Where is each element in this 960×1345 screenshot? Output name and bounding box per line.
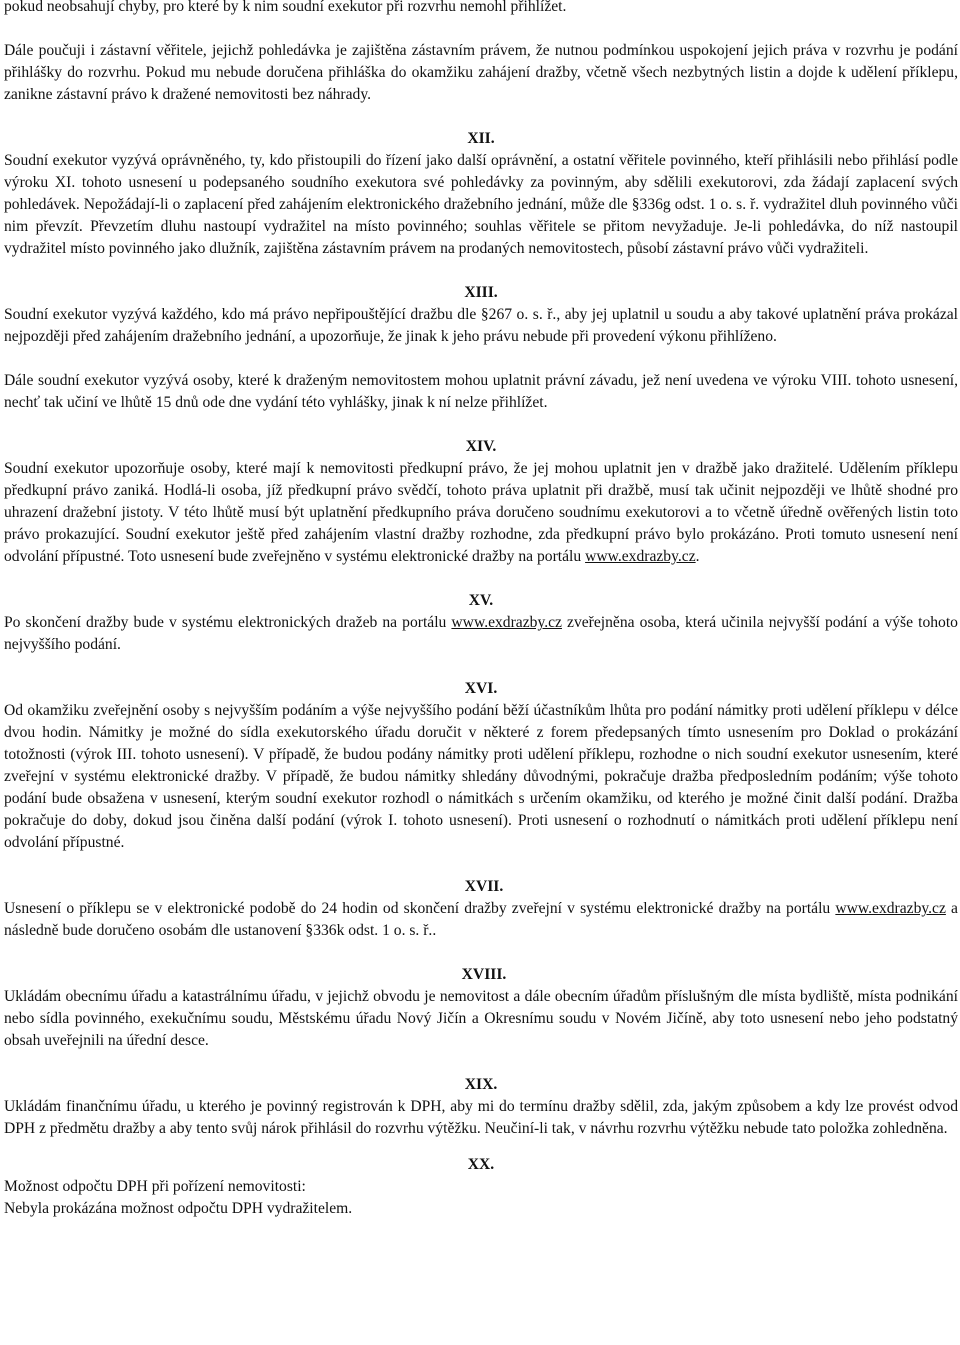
section-xvii-text-before: Usnesení o příklepu se v elektronické podobě do 24 hodin od skončení dražby zveřejní v systému elektronické dražby na portálu	[4, 900, 836, 917]
section-heading-xix: XIX.	[464, 1076, 498, 1093]
section-heading-xx: XX.	[467, 1156, 495, 1173]
section-heading-xviii: XVIII.	[461, 966, 507, 983]
section-xiv-text-after: .	[695, 548, 700, 565]
section-heading-xvii: XVII.	[464, 878, 504, 895]
section-xiv-text-before: Soudní exekutor upozorňuje osoby, které mají k nemovitosti předkupní právo, že jej mohou uplatnit jen v dražbě jako dražitelé. Udělením příklepu předkupní právo zaniká. Hodlá-li osoba, jíž předkupní právo svědčí, tohoto práva uplatnit při dražbě, musí tak učinit nejpozději ve lhůtě shodné pro uhrazení dražební jistoty. V této lhůtě musí být uplatnění předkupního práva doručeno soudnímu exekutorovi a to včetně úředně ověřených listin toto právo prokazující. Soudní exekutor ještě před zahájením vlastní dražby rozhodne, zda předkupní právo bylo prokázáno. Proti tomuto usnesení není odvolání přípustné. Toto usnesení bude zveřejněno v systému elektronické dražby na portálu	[4, 460, 958, 565]
section-xviii-text: Ukládám obecnímu úřadu a katastrálnímu úřadu, v jejichž obvodu je nemovitost a dále obecním úřadům příslušným dle místa bydliště, místa podnikání nebo sídla povinného, exekučnímu soudu, Městskému úřadu Nový Jičín a Okresnímu soudu v Novém Jičíně, aby toto usnesení nebo jeho podstatný obsah uveřejnili na úřední desce.	[4, 988, 958, 1049]
section-xix-text: Ukládám finančnímu úřadu, u kterého je povinný registrován k DPH, aby mi do termínu dražby sdělil, zda, jakým způsobem a kdy lze provést odvod DPH z předmětu dražby a aby tento svůj nárok přihlásil do rozvrhu výtěžku. Neučiní-li tak, v návrhu rozvrhu výtěžku nebude tato položka zohledněna.	[4, 1098, 958, 1137]
section-xv-text-after: zveřejněna osoba, která učinila nejvyšší podání a výše tohoto nejvyššího podání.	[4, 614, 958, 653]
section-xiii-text-2: Dále soudní exekutor vyzývá osoby, které k draženým nemovitostem mohou uplatnit právní závadu, jež není uvedena ve výroku VIII. tohoto usnesení, nechť tak učiní ve lhůtě 15 dnů ode dne vydání této vyhlášky, jinak k ní nelze přihlížet.	[4, 372, 958, 411]
section-xx-line-1: Možnost odpočtu DPH při pořízení nemovitosti:	[4, 1178, 306, 1195]
intro-paragraph-1: pokud neobsahují chyby, pro které by k nim soudní exekutor při rozvrhu nemohl přihlížet.	[4, 0, 567, 15]
section-xv-text	[4, 612, 958, 656]
exdrazby-link[interactable]: www.exdrazby.cz	[451, 614, 562, 631]
section-xvii-text-after: a následně bude doručeno osobám dle ustanovení §336k odst. 1 o. s. ř..	[4, 900, 958, 939]
exdrazby-link[interactable]: www.exdrazby.cz	[585, 548, 696, 565]
section-heading-xiii: XIII.	[464, 284, 498, 301]
section-xii-text: Soudní exekutor vyzývá oprávněného, ty, kdo přistoupili do řízení jako další oprávnění, a ostatní věřitele povinného, kteří přihlásili nebo přihlásí podle výroku XI. tohoto usnesení u podepsaného soudního exekutora své pohledávky za povinným, aby sdělili exekutorovi, zda žádají zaplacení svých pohledávek. Nepožádají-li o zaplacení před zahájením elektronického dražebního jednání, může dle §336g odst. 1 o. s. ř. vydražitel dluh povinného vůči nim převzít. Převzetím dluhu nastoupí vydražitel na místo povinného; souhlas věřitele se přitom nevyžaduje. Je-li pohledávka, do níž nastoupil vydražitel místo povinného jako dlužník, zajištěna zástavním právem na prodaných nemovitostech, působí zástavní právo vůči vydražiteli.	[4, 152, 958, 257]
section-heading-xv: XV.	[468, 592, 494, 609]
section-xx-line-2: Nebyla prokázána možnost odpočtu DPH vydražitelem.	[4, 1200, 353, 1217]
section-heading-xii: XII.	[467, 130, 495, 147]
document-page	[4, 0, 958, 1220]
section-heading-xiv: XIV.	[465, 438, 497, 455]
exdrazby-link[interactable]: www.exdrazby.cz	[835, 900, 946, 917]
section-xv-text-before: Po skončení dražby bude v systému elektronických dražeb na portálu	[4, 614, 452, 631]
section-xvii-text	[4, 898, 958, 942]
section-xvi-text: Od okamžiku zveřejnění osoby s nejvyšším podáním a výše nejvyššího podání běží účastníkům lhůta pro podání námitky proti udělení příklepu v délce dvou hodin. Námitky je možné do sídla exekutorského úřadu doručit v některé z forem předepsaných tímto usnesením pro Doklad o prokázání totožnosti (výrok III. tohoto usnesení). V případě, že budou podány námitky proti udělení příklepu, rozhodne o nich soudní exekutor usnesením, které zveřejní v systému elektronické dražby. V případě, že budou námitky shledány důvodnými, pokračuje dražba předposledním podáním; výše tohoto podání bude obsažena v usnesení, kterým soudní exekutor rozhodl o námitkách s určením okamžiku, od kterého je možné činit další podání. Dražba pokračuje do doby, dokud jsou činěna další podání (výrok I. tohoto usnesení). Proti usnesení o rozhodnutí o námitkách proti udělení příklepu není odvolání přípustné.	[4, 702, 958, 851]
section-xiii-text-1: Soudní exekutor vyzývá každého, kdo má právo nepřipouštějící dražbu dle §267 o. s. ř., aby jej uplatnil u soudu a aby takové uplatnění práva prokázal nejpozději před zahájením dražebního jednání, a upozorňuje, že jinak k jeho právu nebude při provedení výkonu přihlíženo.	[4, 306, 958, 345]
section-heading-xvi: XVI.	[464, 680, 498, 697]
intro-paragraph-2: Dále poučuji i zástavní věřitele, jejichž pohledávka je zajištěna zástavním právem, že nutnou podmínkou uspokojení jejich práva v rozvrhu je podání přihlášky do rozvrhu. Pokud mu nebude doručena přihláška do okamžiku zahájení dražby, včetně všech nezbytných listin a dojde k udělení příklepu, zanikne zástavní právo k dražené nemovitosti bez náhrady.	[4, 42, 958, 103]
section-xx-block	[4, 1156, 958, 1220]
section-xiv-text	[4, 458, 958, 568]
